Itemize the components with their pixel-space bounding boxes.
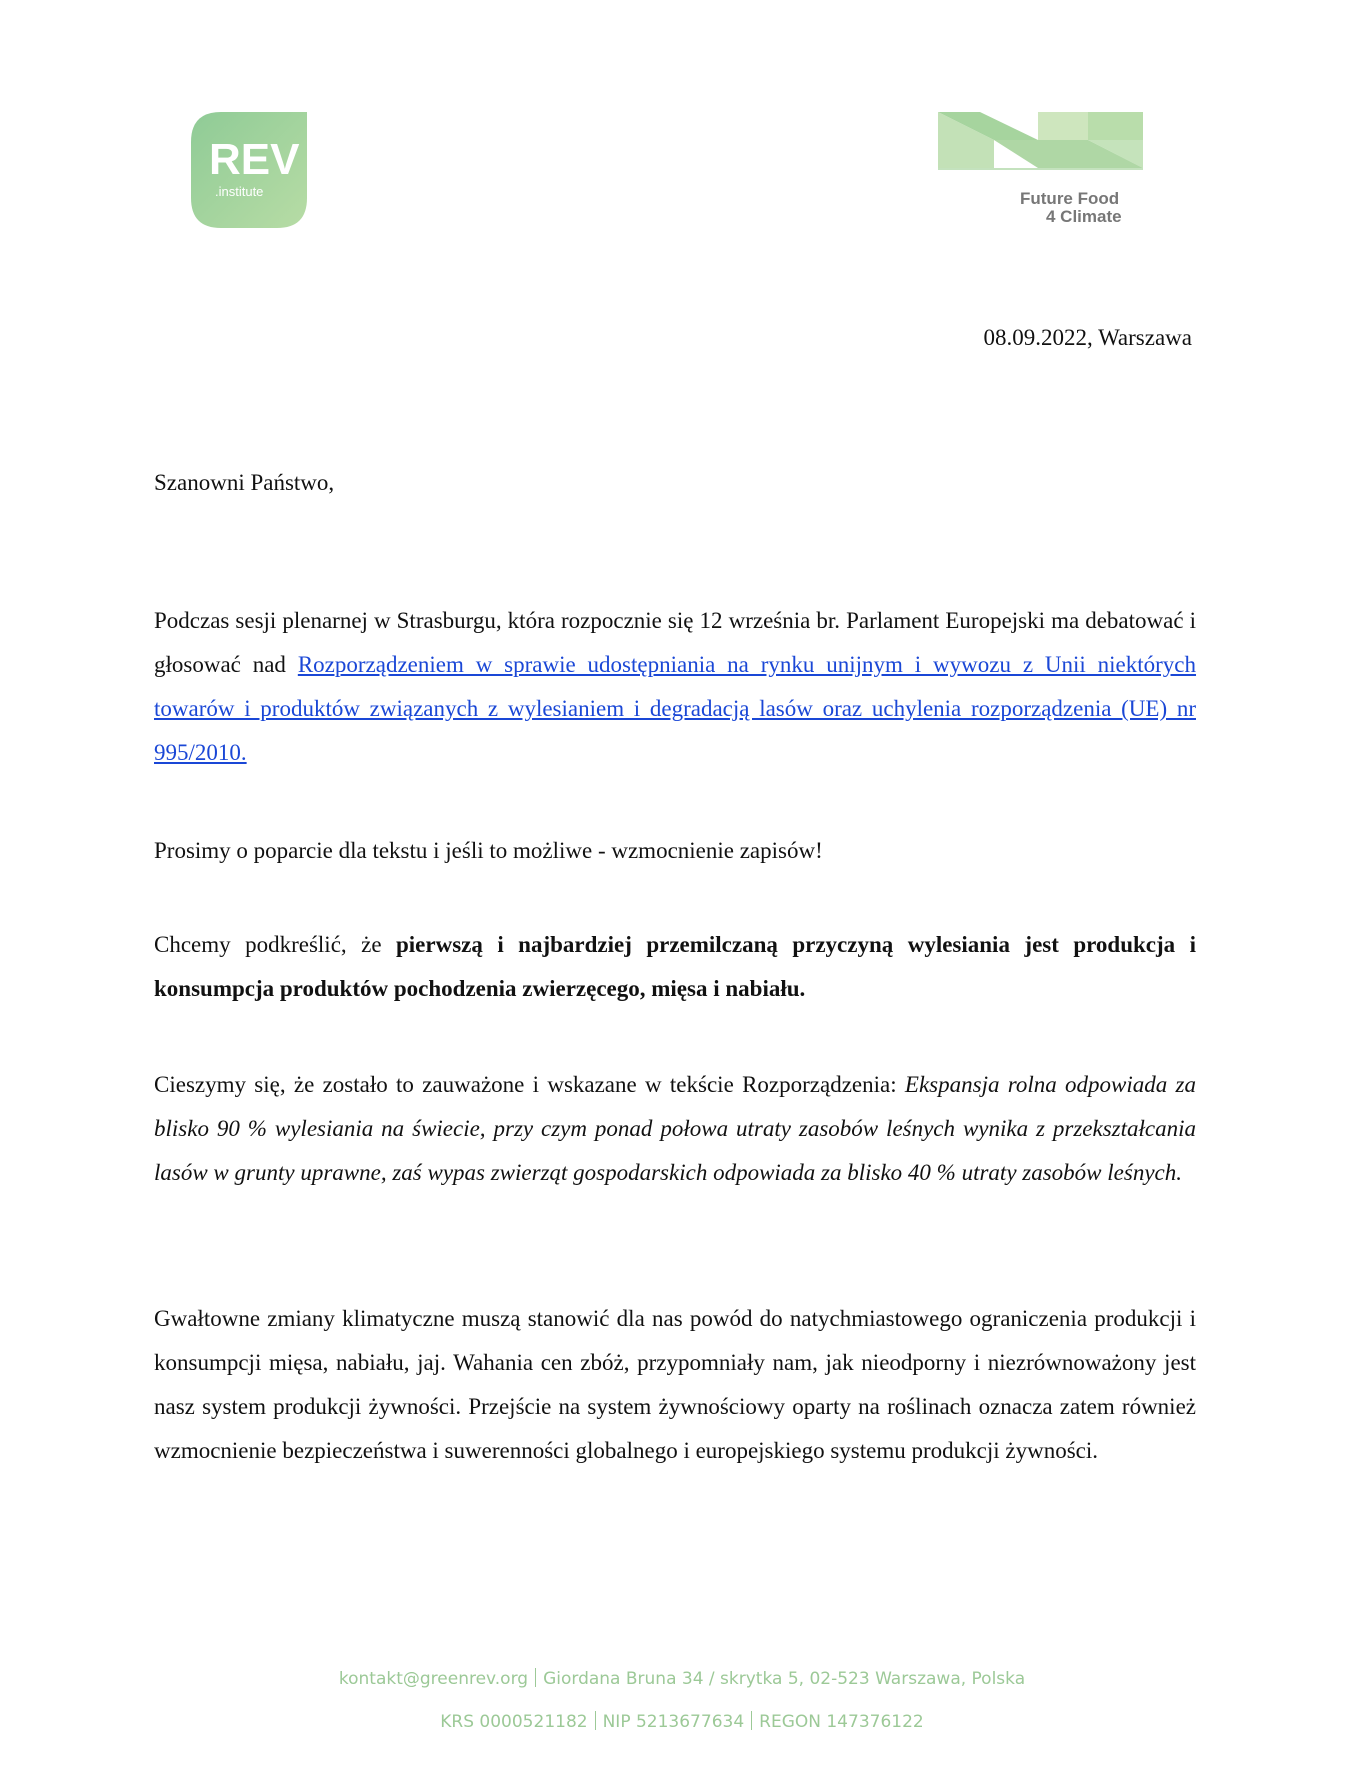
- rev-institute-logo: [191, 112, 307, 228]
- rev-logo-text: REV: [209, 135, 300, 184]
- footer-regon: REGON 147376122: [759, 1712, 924, 1732]
- footer-nip: NIP 5213677634: [602, 1712, 745, 1732]
- footer-registry-line: [0, 1709, 1364, 1735]
- footer-separator: [535, 1668, 536, 1687]
- paragraph-deforestation-cause: [154, 923, 1196, 1011]
- paragraph-quote-intro: Cieszymy się, że zostało to zauważone i wskazane w tekście Rozporządzenia:: [154, 1072, 905, 1097]
- footer-contact-line: [0, 1666, 1364, 1692]
- paragraph-climate-change: Gwałtowne zmiany klimatyczne muszą stanowić dla nas powód do natychmiastowego ograniczenia produkcji i konsumpcji mięsa, nabiału, jaj. Wahania cen zbóż, przypomniały nam, jak nieodporny i niezrównoważony jest nasz system produkcji żywności. Przejście na system żywnościowy oparty na roślinach oznacza zatem również wzmocnienie bezpieczeństwa i suwerenności globalnego i europejskiego systemu produkcji żywności.: [154, 1306, 1196, 1463]
- letter-date-place: 08.09.2022, Warszawa: [983, 325, 1192, 350]
- paragraph-deforestation-intro: Chcemy podkreślić, że: [154, 932, 396, 957]
- future-food-4-climate-logo: [938, 110, 1143, 232]
- footer-separator: [751, 1711, 752, 1730]
- ff-logo-line2: 4 Climate: [1046, 207, 1122, 226]
- footer-separator: [595, 1711, 596, 1730]
- footer-krs: KRS 0000521182: [440, 1712, 588, 1732]
- paragraph-deforestation-bold: pierwszą i najbardziej przemilczaną przyczyną wylesiania jest produkcja i konsumpcja produktów pochodzenia zwierzęcego, mięsa i nabiału.: [154, 932, 1197, 1001]
- rev-logo-subtext: .institute: [215, 184, 264, 199]
- regulation-quote: Ekspansja rolna odpowiada za blisko 90 % wylesiania na świecie, przy czym ponad połowa utraty zasobów leśnych wynika z przekształcania lasów w grunty uprawne, zaś wypas zwierząt gospodarskich odpowiada za blisko 40 % utraty zasobów leśnych.: [154, 1072, 1197, 1185]
- paragraph-regulation-quote: [154, 1063, 1196, 1195]
- regulation-link[interactable]: Rozporządzeniem w sprawie udostępniania na rynku unijnym i wywozu z Unii niektórych towarów i produktów związanych z wylesianiem i degradacją lasów oraz uchylenia rozporządzenia (UE) nr 995/2010.: [154, 652, 1197, 765]
- ff-logo-line1: Future Food: [1020, 189, 1120, 208]
- footer-email: kontakt@greenrev.org: [338, 1669, 529, 1689]
- paragraph-support-request: Prosimy o poparcie dla tekstu i jeśli to możliwe - wzmocnienie zapisów!: [154, 838, 823, 863]
- letter-salutation: Szanowni Państwo,: [154, 470, 335, 495]
- paragraph-regulation: [154, 599, 1196, 775]
- footer-address: Giordana Bruna 34 / skrytka 5, 02-523 Warszawa, Polska: [543, 1669, 1026, 1689]
- paragraph-regulation-intro: Podczas sesji plenarnej w Strasburgu, która rozpocznie się 12 września br. Parlament Europejski ma debatować i głosować nad: [154, 608, 1196, 677]
